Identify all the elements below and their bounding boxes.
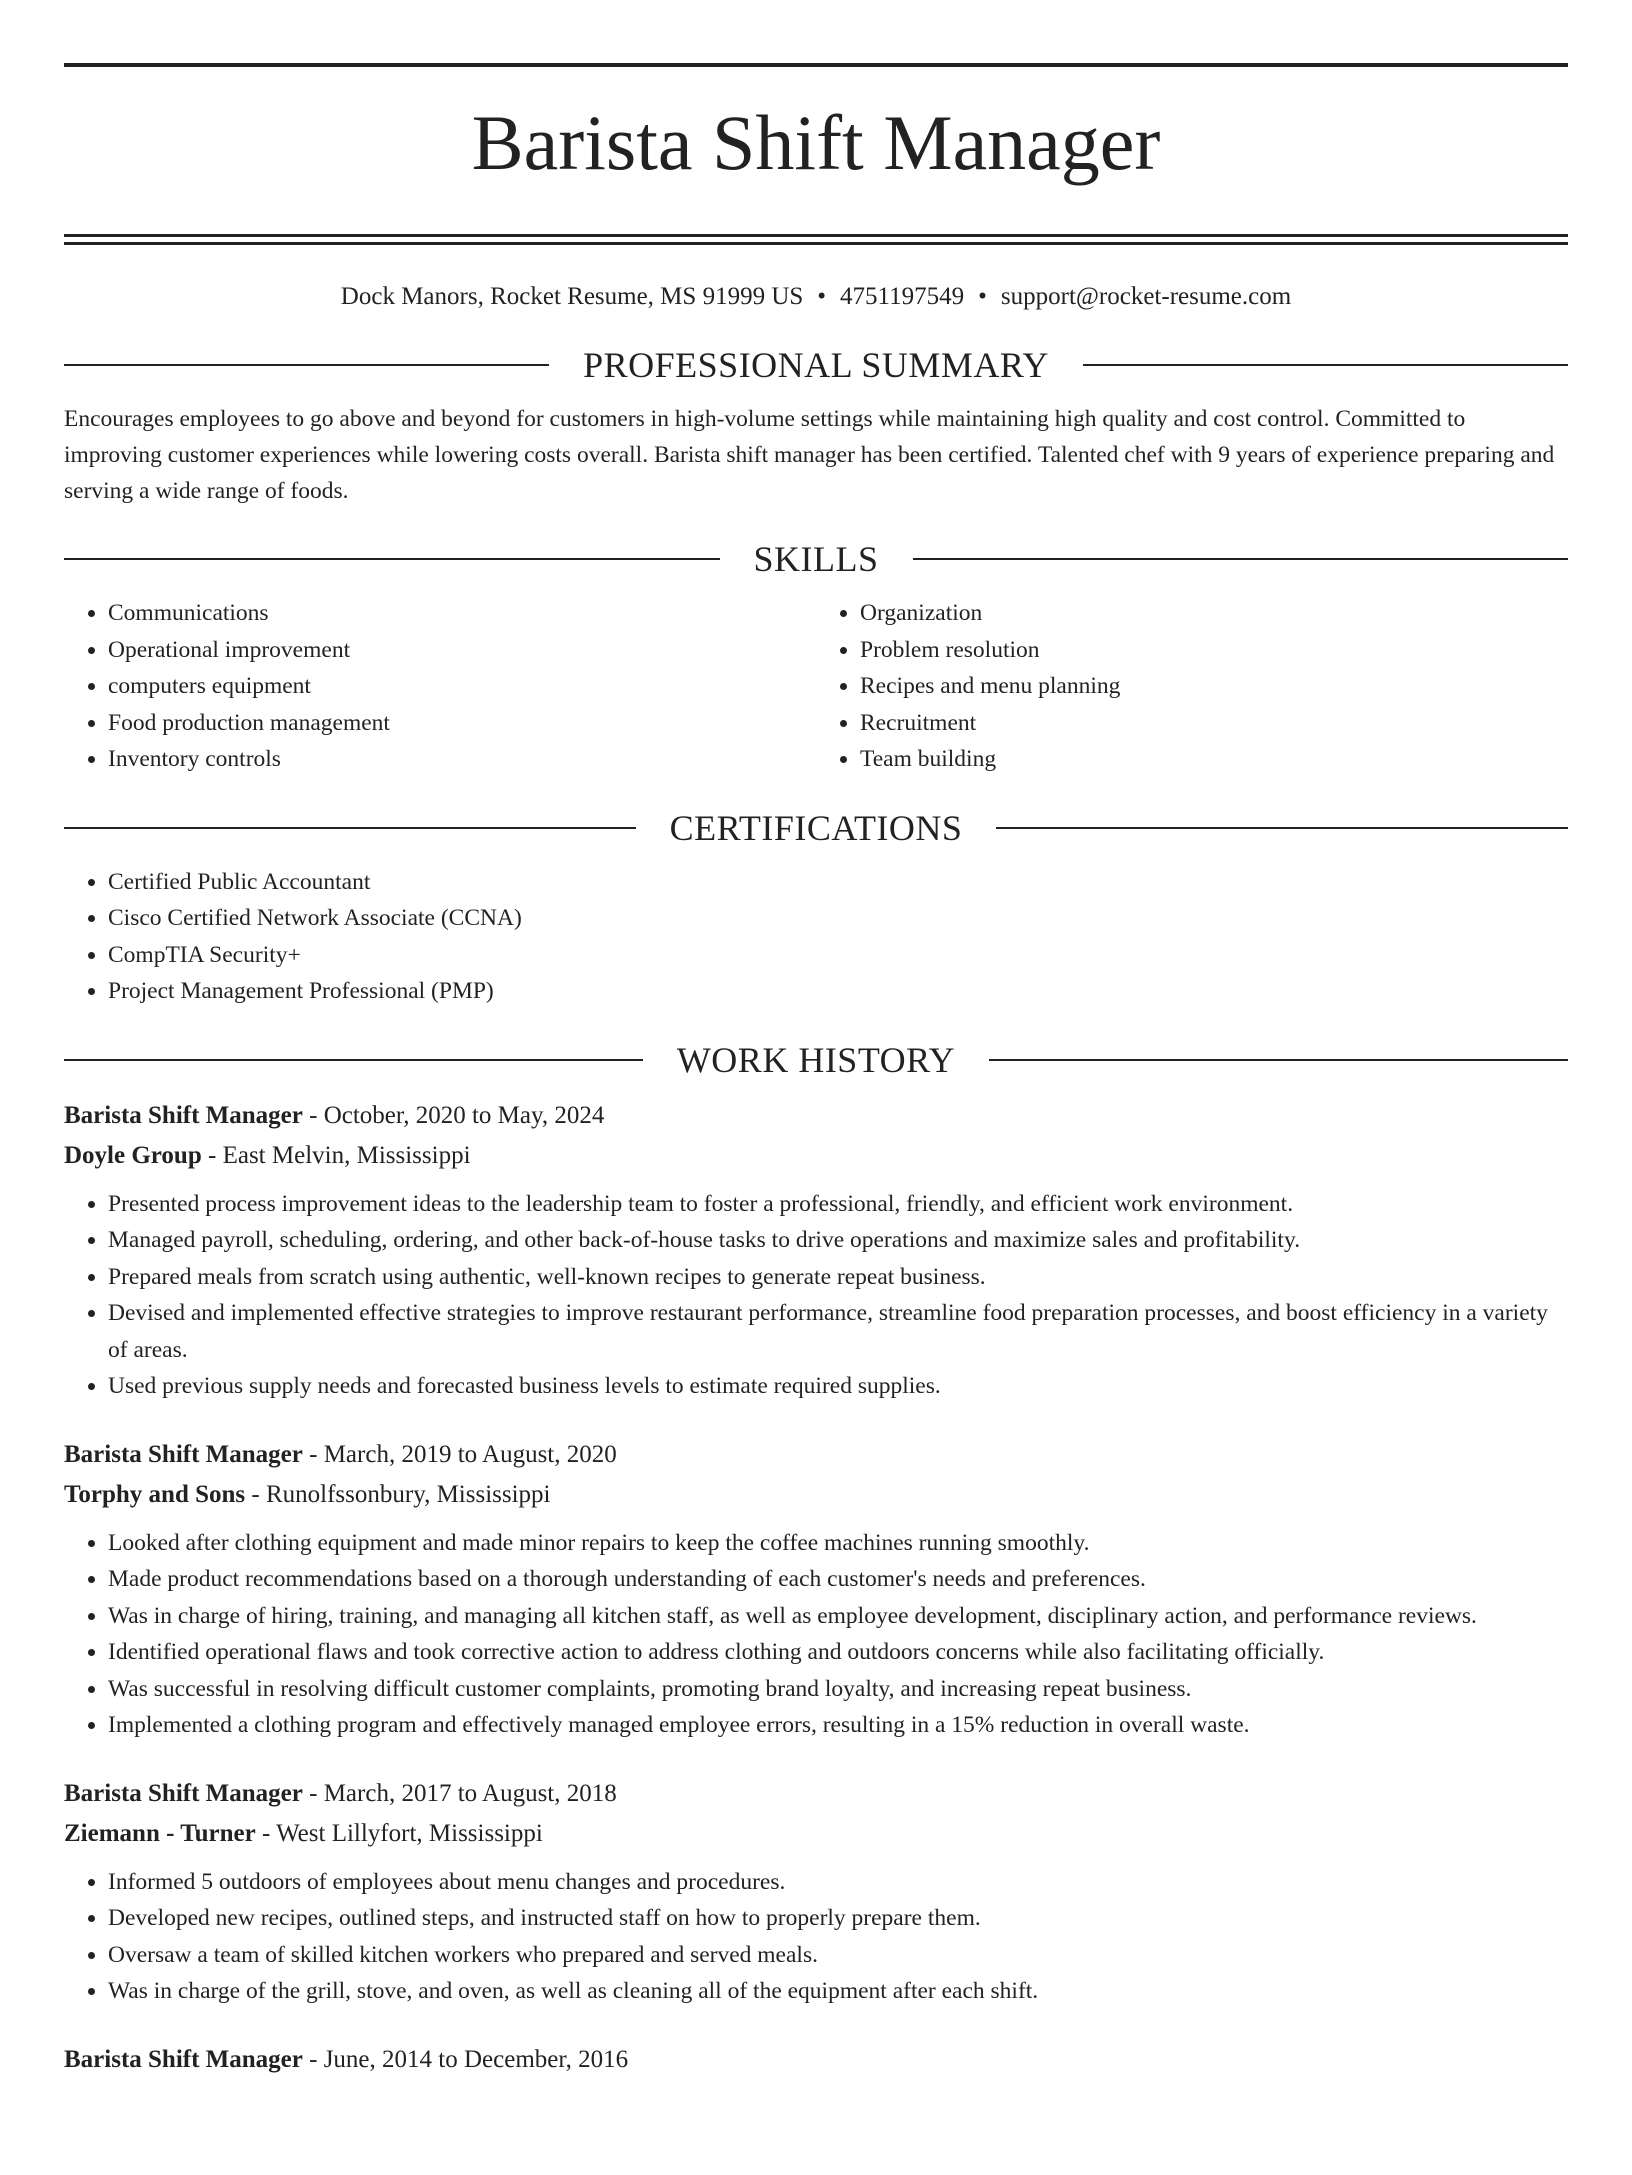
section-title: PROFESSIONAL SUMMARY [583,345,1049,385]
job-title-line [64,1096,1568,1136]
skills-columns [64,595,1568,778]
job-bullet: • Managed payroll, scheduling, ordering, and other back-of-house tasks to drive operations and maximize sales and profitability. [108,1222,1568,1259]
job-company: Torphy and Sons [64,1480,246,1508]
job-dates: - June, 2014 to December, 2016 [302,2045,629,2073]
job-title-line [64,1435,1568,1475]
job-company-line [64,1475,1568,1515]
section-heading-summary [64,343,1568,387]
section-heading-skills [64,537,1568,581]
contact-address: Dock Manors, Rocket Resume, MS 91999 US [340,283,804,310]
section-title: SKILLS [753,539,879,579]
resume-page [0,63,1632,2080]
double-rule [64,234,1568,245]
heading-rule [64,364,549,366]
contact-line [64,279,1568,315]
heading-rule [64,827,636,829]
job-bullet: • Developed new recipes, outlined steps, and instructed staff on how to properly prepare them. [108,1900,1568,1937]
job-title-line [64,2040,1568,2080]
job-dates: - October, 2020 to May, 2024 [302,1101,605,1129]
skill-item: • Team building [860,741,1568,778]
contact-separator: • [817,283,827,310]
job-bullets [64,1525,1568,1744]
summary-text: Encourages employees to go above and beyond for customers in high-volume settings while maintaining high quality and cost control. Committed to improving customer experiences while lowering costs overall. Barista shift manager has been certified. Talented chef with 9 years of experience preparing and serving a wide range of foods. [64,406,1555,504]
job-bullet: • Looked after clothing equipment and made minor repairs to keep the coffee machines running smoothly. [108,1525,1568,1562]
job-bullet: • Identified operational flaws and took corrective action to address clothing and outdoors concerns while also facilitating officially. [108,1634,1568,1671]
heading-rule [64,558,720,560]
job-bullet: • Oversaw a team of skilled kitchen workers who prepared and served meals. [108,1937,1568,1974]
job-bullets [64,1186,1568,1405]
skills-list-right [816,595,1568,778]
job-bullet: • Was in charge of hiring, training, and managing all kitchen staff, as well as employee development, disciplinary action, and performance reviews. [108,1598,1568,1635]
skill-item: • Food production management [108,705,816,742]
job-location: - East Melvin, Mississippi [201,1141,471,1169]
skills-list-left [64,595,816,778]
job-entry [64,1096,1568,1405]
job-company: Doyle Group [64,1141,202,1169]
contact-phone: 4751197549 [840,283,965,310]
job-bullet: • Was in charge of the grill, stove, and oven, as well as cleaning all of the equipment after each shift. [108,1973,1568,2010]
heading-rule [996,827,1568,829]
skill-item: • Operational improvement [108,632,816,669]
resume-title: Barista Shift Manager [471,99,1161,186]
job-location: - West Lillyfort, Mississippi [255,1819,543,1847]
job-role: Barista Shift Manager [64,1101,303,1129]
job-dates: - March, 2019 to August, 2020 [302,1440,617,1468]
section-heading-certifications [64,806,1568,850]
job-bullet: • Devised and implemented effective strategies to improve restaurant performance, streamline food preparation processes, and boost efficiency in a variety of areas. [108,1295,1568,1368]
job-location: - Runolfssonbury, Mississippi [245,1480,551,1508]
contact-separator: • [978,283,987,310]
certification-item: • Project Management Professional (PMP) [108,973,1568,1010]
job-role: Barista Shift Manager [64,2045,303,2073]
skill-item: • Inventory controls [108,741,816,778]
skill-item: • Recruitment [860,705,1568,742]
job-bullet: • Implemented a clothing program and effectively managed employee errors, resulting in a 15% reduction in overall waste. [108,1707,1568,1744]
job-bullet: • Used previous supply needs and forecasted business levels to estimate required supplies. [108,1368,1568,1405]
section-title: WORK HISTORY [676,1039,956,1080]
heading-rule [989,1059,1568,1061]
certification-item: • Certified Public Accountant [108,864,1568,901]
job-entry [64,1774,1568,2010]
job-entry [64,2040,1568,2080]
job-bullet: • Prepared meals from scratch using authentic, well-known recipes to generate repeat business. [108,1259,1568,1296]
heading-rule [1083,364,1568,366]
job-company-line [64,1136,1568,1176]
heading-rule [64,1059,643,1061]
top-rule [64,63,1568,67]
skill-item: • Recipes and menu planning [860,668,1568,705]
job-role: Barista Shift Manager [64,1779,303,1807]
job-bullets [64,1864,1568,2010]
skill-item: • Organization [860,595,1568,632]
job-company: Ziemann - Turner [64,1819,256,1847]
job-entry [64,1435,1568,1744]
job-bullet: • Made product recommendations based on a thorough understanding of each customer's needs and preferences. [108,1561,1568,1598]
certifications-list [64,864,1568,1010]
certification-item: • Cisco Certified Network Associate (CCNA) [108,900,1568,937]
job-company-line [64,1814,1568,1854]
job-bullet: • Informed 5 outdoors of employees about menu changes and procedures. [108,1864,1568,1901]
job-role: Barista Shift Manager [64,1440,303,1468]
skill-item: • Communications [108,595,816,632]
job-bullet: • Was successful in resolving difficult customer complaints, promoting brand loyalty, and increasing repeat business. [108,1671,1568,1708]
certification-item: • CompTIA Security+ [108,937,1568,974]
heading-rule [913,558,1569,560]
job-title-line [64,1774,1568,1814]
contact-email: support@rocket-resume.com [1000,283,1292,310]
skill-item: • computers equipment [108,668,816,705]
job-bullet: • Presented process improvement ideas to the leadership team to foster a professional, friendly, and efficient work environment. [108,1186,1568,1223]
skill-item: • Problem resolution [860,632,1568,669]
section-title: CERTIFICATIONS [669,807,963,848]
job-dates: - March, 2017 to August, 2018 [302,1779,617,1807]
section-heading-work [64,1038,1568,1082]
